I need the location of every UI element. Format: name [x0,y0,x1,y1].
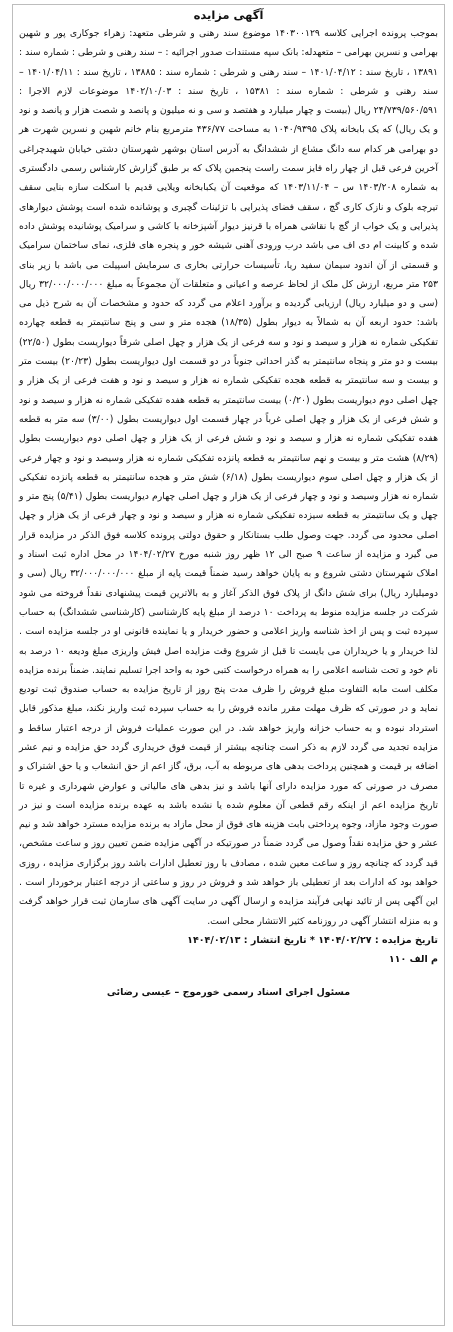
notice-signature: مسئول اجرای اسناد رسمی خورموج – عیسی رضائی [106,986,351,998]
notice-body: بموجب پرونده اجرایی کلاسه ۱۴۰۳۰۰۱۲۹ موضوع سند رهنی و شرطی متعهد: زهراء جوکاری پور و شهین بهرامی و نسرین بهرامی – متعهدله: بانک سپه مستندات صدور اجرائیه : – سند رهنی و شرطی : شماره سند : ۱۳۸۹۱ ، تاریخ سند : ۱۴۰۱/۰۴/۱۲ – سند رهنی و شرطی : شماره سند : ۱۳۸۸۵ ، تاریخ سند : ۱۴۰۱/۰۴/۱۱ – سند رهنی و شرطی : شماره سند : ۱۵۳۸۱ ، تاریخ سند : ۱۴۰۲/۱۰/۰۳ موضوعات لازم الاجرا : ۲۴/۷۳۹/۵۶۰/۵۹۱ ریال (بیست و چهار میلیارد و هفتصد و سی و نه میلیون و پانصد و شصت هزار و پانصد و نود و یک ریال) که یک بابخانه پلاک ۱۰۴۰/۹۳۹۵ به مساحت ۴۳۶/۷۷ مترمربع بنام خانم شهین و نسرین شهرت هر دو بهرامی هر کدام سه دانگ مشاع از ششدانگ به آدرس استان بوشهر شهرستان دشتی خیابان شهیدچراغی آخرین فرعی قبل از چهار راه فایز سمت راست پنجمین پلاک که بر طبق گزارش کارشناس رسمی دادگستری به شماره ۱۴۰۳/۲۰۸ س – ۱۴۰۳/۱۱/۰۴ که موقعیت آن یکبابخانه ویلایی قدیم با اسکلت سازه بنایی سقف تیرچه بلوک و نازک کاری گچ ، سقف فضای پذیرایی با تزئینات گچبری و پوشانده شده است پوشش دیوارهای پذیرایی و یک خواب از گچ با نقاشی همراه با قرنیز دیوار آشپزخانه با کاشی و سرامیک پوشانیده پوشش داده شده و کابینت ام دی اف می باشد درب ورودی آهنی شیشه خور و پنجره های فلزی، نمای ساختمان سرامیک و قسمتی از آن اندود سیمان سفید ریا، تأسیسات حرارتی بخاری ی سرمایش اسپیلت می باشد با زیر بنای ۲۵۳ متر مربع، ارزش کل ملک از لحاظ عرصه و اعیانی و متعلقات آن مجموعاً به مبلغ ۳۲/۰۰۰/۰۰۰/۰۰۰ ریال (سی و دو میلیارد ریال) ارزیابی گردیده و برآورد اعلام می گردد که حدود و مشخصات آن به شرح ذیل می باشد: حدود اربعه آن به شمالاً به دیوار بطول (۱۸/۳۵) هجده متر و سی و پنج سانتیمتر به قطعه چهارده تفکیکی شماره نه هزار و سیصد و نود و سه فرعی از یک هزار و چهل اصلی شرقاً دیواریست بطول (۲۲/۵۰) بیست و دو متر و پنجاه سانتیمتر به گذر احداثی جنوباً در دو قسمت اول دیواریست بطول (۲۰/۲۳) بیست متر و بیست و سه سانتیمتر به قطعه هجده تفکیکی شماره نه هزار و سیصد و نود و هفت فرعی از یک هزار و چهل اصلی دوم دیواریست بطول (۰/۲۰) بیست سانتیمتر به قطعه هفده تفکیکی شماره نه هزار و سیصد و نود و شش فرعی از یک هزار و چهل اصلی غرباً در چهار قسمت اول دیواریست بطول (۳/۰۰) سه متر به قطعه هفده تفکیکی شماره نه هزار و سیصد و نود و شش فرعی از یک هزار و چهل اصلی دوم دیواریست بطول (۸/۲۹) هشت متر و بیست و نهم سانتیمتر به قطعه پانزده تفکیکی شماره نه هزار وسیصد و نود و چهار فرعی از یک هزار و چهل اصلی سوم دیواریست بطول (۶/۱۸) شش متر و هجده سانتیمتر به قطعه پانزده تفکیکی شماره نه هزار وسیصد و نود و چهار فرعی از یک هزار و چهل اصلی چهارم دیواریست بطول (۵/۴۱) پنج متر و چهل و یک سانتیمتر به قطعه سیزده تفکیکی شماره نه هزار و سیصد و نود و چهار فرعی از یک هزار و چهل اصلی محدود می گردد. جهت وصول طلب بستانکار و حقوق دولتی پرونده کلاسه فوق الذکر در مزایده قرار می گیرد و مزایده از ساعت ۹ صبح الی ۱۲ ظهر روز شنبه مورخ ۱۴۰۴/۰۲/۲۷ در محل اداره ثبت اسناد و املاک شهرستان دشتی شروع و به پایان خواهد رسید ضمناً قیمت پایه از مبلغ ۳۲/۰۰۰/۰۰۰/۰۰۰ ریال (سی و دومیلیارد ریال) برای شش دانگ از پلاک فوق الذکر آغاز و به بالاترین قیمت پیشنهادی نقداً فروخته می شود شرکت در جلسه مزایده منوط به پرداخت ۱۰ درصد از مبلغ پایه کارشناسی (کارشناسی ششدانگ) به حساب سپرده ثبت و پس از اخذ شناسه واریز اعلامی و حضور خریدار و یا نماینده قانونی او در جلسه مزایده است . لذا خریدار و یا خریداران می بایست تا قبل از شروع وقت مزایده اصل فیش واریزی مبلغ ودیعه ۱۰ درصد به نام خود و تحت شناسه اعلامی را به همراه درخواست کتبی خود به واحد اجرا تسلیم نمایند. ضمناً برنده مزایده مکلف است مابه التفاوت مبلغ فروش را ظرف مدت پنج روز از تاریخ مزایده به حساب صندوق ثبت تودیع نماید و در صورتی که ظرف مهلت مقرر مانده فروش را به حساب سپرده ثبت واریز نکند، مبلغ مذکور قابل استرداد نبوده و به حساب خزانه واریز خواهد شد. در این صورت عملیات فروش از درجه اعتبار ساقط و مزایده تجدید می گردد لازم به ذکر است چنانچه بیشتر از قیمت فوق خریداری گردد حق مزایده و نیم عشر اضافه بر قیمت و همچنین پرداخت بدهی های مربوطه به آب، برق، گاز اعم از حق انشعاب و یا حق اشتراک و مصرف در صورتی که مورد مزایده دارای آنها باشد و نیز بدهی های مالیاتی و عوارض شهرداری و غیره تا تاریخ مزایده اعم از اینکه رقم قطعی آن معلوم شده یا نشده باشد به عهده برنده مزایده است و نیز در صورت وجود مازاد، وجوه پرداختی بابت هزینه های فوق از محل مازاد به برنده مزایده مسترد خواهد شد و نیم عشر و حق مزایده نقداً وصول می گردد ضمناً در صورتیکه در آگهی مزایده ضمن تعیین روز و ساعت مشخص، قید گردد که چنانچه روز و ساعت معین شده ، مصادف با روز تعطیل ادارات باشد روز برگزاری مزایده ، روزی خواهد بود که ادارات بعد از تعطیلی باز خواهد شد و فروش در روز و ساعتی از درجه اعتبار برخوردار است . این آگهی پس از تائید نهایی فرآیند مزایده و ارسال آگهی در سایت آگهی های سازمان ثبت قرار خواهد گرفت و به منزله انتشار آگهی در روزنامه کثیر الانتشار محلی است. [19,28,439,927]
notice-code: م الف ۱۱۰ [388,953,438,965]
notice-title: آگهی مزایده [193,8,264,22]
auction-notice [12,4,445,1326]
notice-dates: تاریخ مزایده : ۱۴۰۴/۰۲/۲۷ * تاریخ انتشار : ۱۴۰۴/۰۲/۱۳ [187,934,438,946]
